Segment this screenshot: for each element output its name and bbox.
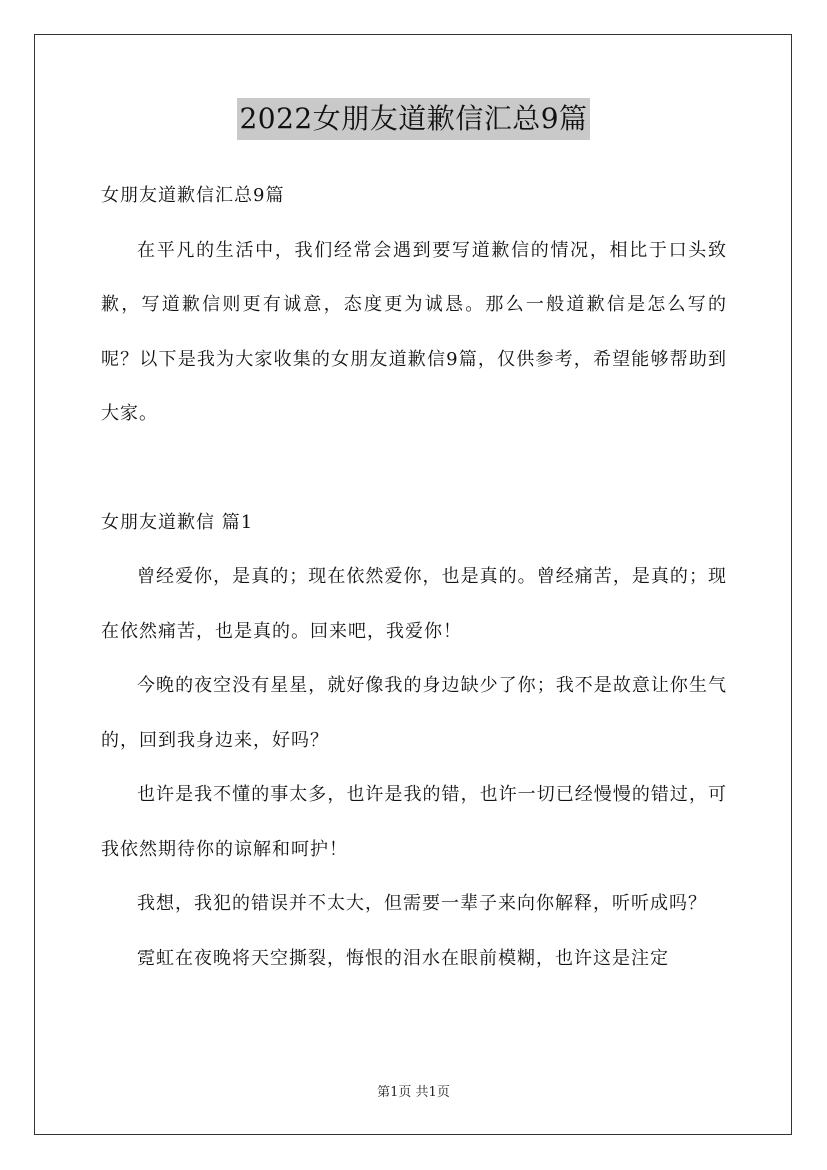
page-footer — [0, 1081, 827, 1100]
body-paragraph: 我想，我犯的错误并不太大，但需要一辈子来向你解释，听听成吗？ — [137, 893, 707, 914]
title-wrap — [0, 98, 827, 140]
intro-paragraph: 在平凡的生活中，我们经常会遇到要写道歉信的情况，相比于口头致歉，写道歉信则更有诚意，态度更为诚恳。那么一般道歉信是怎么写的呢？以下是我为大家收集的女朋友道歉信9篇，仅供参考，希望能够帮助到大家。 — [101, 239, 727, 424]
section-heading: 女朋友道歉信 篇1 — [101, 511, 254, 533]
document-body — [101, 169, 727, 986]
body-paragraph: 也许是我不懂的事太多，也许是我的错，也许一切已经慢慢的错过，可我依然期待你的谅解和呵护！ — [101, 784, 727, 860]
body-paragraph: 今晚的夜空没有星星，就好像我的身边缺少了你；我不是故意让你生气的，回到我身边来，好吗？ — [101, 675, 727, 751]
document-title: 2022女朋友道歉信汇总9篇 — [237, 98, 589, 140]
page-number: 第1页 共1页 — [377, 1085, 450, 1100]
body-paragraph: 曾经爱你，是真的；现在依然爱你，也是真的。曾经痛苦，是真的；现在依然痛苦，也是真的。回来吧，我爱你！ — [101, 566, 727, 642]
document-subtitle: 女朋友道歉信汇总9篇 — [101, 185, 285, 206]
spacer — [101, 442, 727, 496]
body-paragraph: 霓虹在夜晚将天空撕裂，悔恨的泪水在眼前模糊，也许这是注定 — [137, 947, 669, 969]
